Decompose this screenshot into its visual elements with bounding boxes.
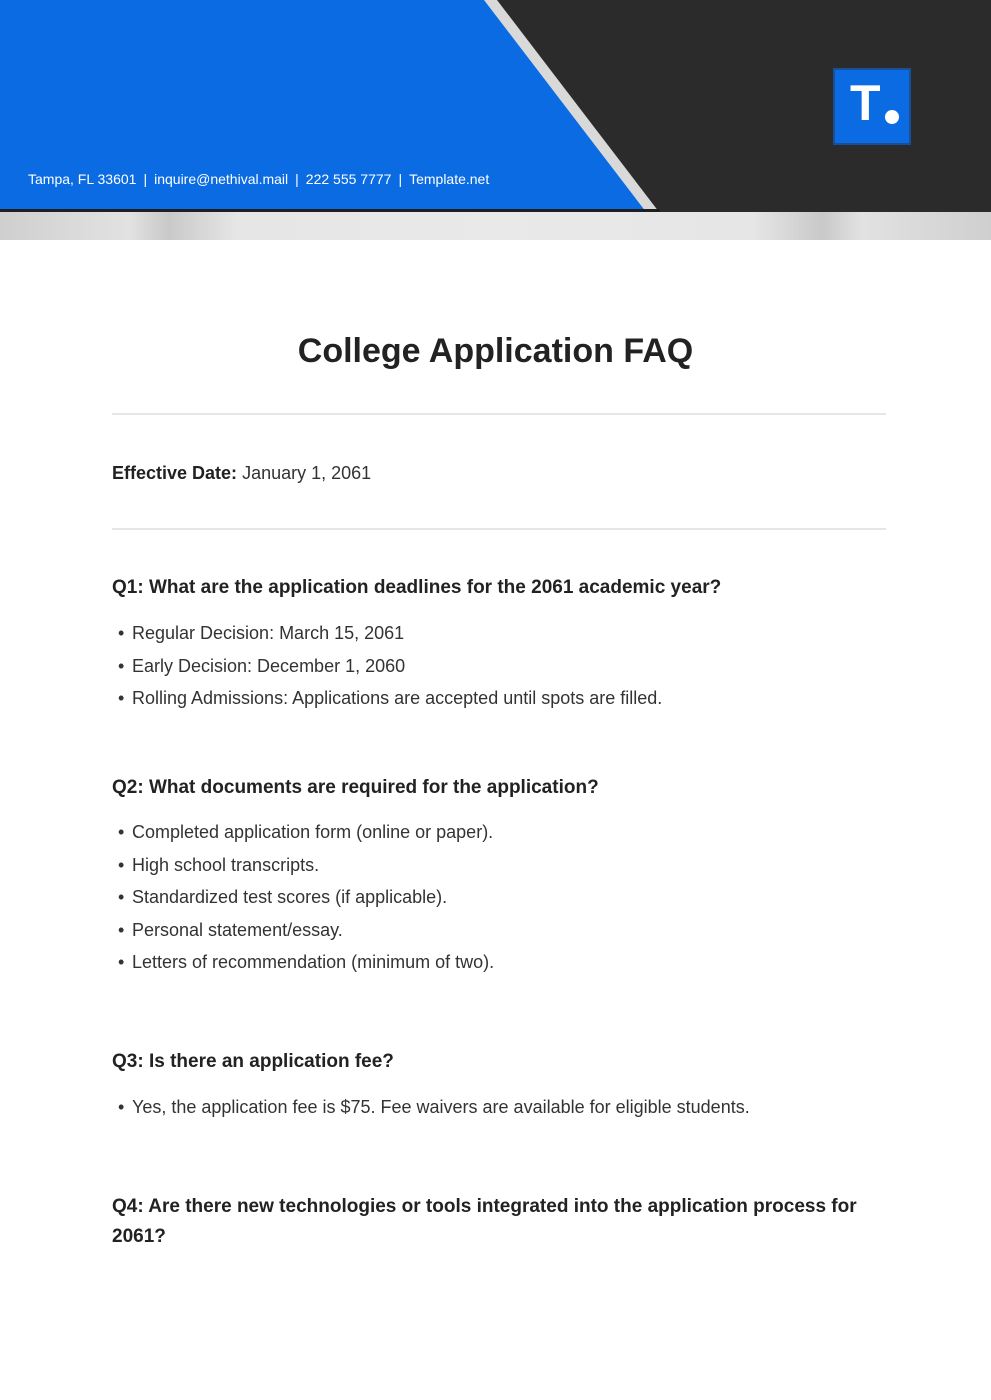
faq-question-1: Q1: What are the application deadlines for the 2061 academic year? [112, 577, 722, 598]
list-item [118, 617, 662, 650]
bullet: • [118, 952, 125, 972]
faq-answers-3 [118, 1091, 750, 1124]
list-item [118, 946, 494, 979]
bullet: • [118, 623, 125, 643]
contact-separator: | [143, 171, 148, 187]
bullet: • [118, 887, 125, 907]
list-item [118, 849, 494, 882]
list-item [118, 816, 494, 849]
divider [112, 528, 886, 530]
faq-answers-1 [118, 617, 662, 715]
logo-letter: T [850, 75, 881, 131]
answer-text: High school transcripts. [132, 854, 320, 875]
faq-answers-2 [118, 816, 494, 979]
faq-question-3: Q3: Is there an application fee? [112, 1051, 394, 1072]
list-item [118, 914, 494, 947]
answer-text: Standardized test scores (if applicable). [132, 887, 448, 907]
answer-text: Completed application form (online or paper). [132, 822, 494, 842]
bullet: • [118, 919, 125, 940]
bullet: • [118, 822, 125, 842]
contact-separator: | [295, 171, 299, 187]
bullet: • [118, 655, 125, 676]
answer-text: Regular Decision: March 15, 2061 [132, 623, 405, 643]
list-item [118, 682, 662, 715]
page-title: College Application FAQ [297, 332, 694, 370]
header-grey-band [0, 212, 991, 240]
bullet: • [118, 854, 125, 875]
contact-line [28, 171, 489, 187]
answer-text: Letters of recommendation (minimum of two). [132, 952, 495, 972]
divider [112, 413, 886, 415]
logo-dot [885, 110, 899, 124]
effective-date-label: Effective Date: [112, 463, 238, 483]
answer-text: Early Decision: December 1, 2060 [132, 655, 406, 676]
bullet: • [118, 1097, 125, 1117]
bullet: • [118, 688, 125, 708]
list-item [118, 650, 662, 683]
answer-text: Yes, the application fee is $75. Fee waivers are available for eligible students. [132, 1097, 750, 1117]
list-item [118, 881, 494, 914]
faq-question-4: Q4: Are there new technologies or tools integrated into the application process for 2061? [112, 1196, 857, 1247]
list-item [118, 1091, 750, 1124]
contact-separator: | [398, 171, 403, 187]
answer-text: Rolling Admissions: Applications are accepted until spots are filled. [132, 688, 663, 708]
contact-website[interactable]: Template.net [409, 171, 490, 187]
answer-text: Personal statement/essay. [132, 919, 343, 940]
faq-question-2: Q2: What documents are required for the application? [112, 777, 599, 798]
effective-date-value: January 1, 2061 [242, 463, 372, 483]
contact-phone: 222 555 7777 [305, 171, 392, 187]
header-banner [0, 0, 991, 212]
effective-date [112, 463, 371, 484]
contact-address: Tampa, FL 33601 [28, 171, 137, 187]
contact-email[interactable]: inquire@nethival.mail [154, 171, 289, 187]
template-logo-icon [833, 68, 911, 145]
